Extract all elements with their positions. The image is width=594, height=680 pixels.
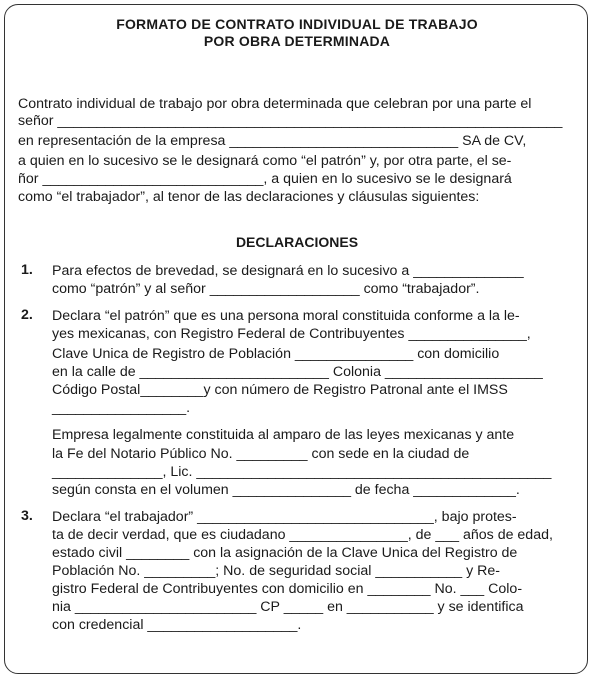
intro-line: ñor ____________________________, a quien en lo sucesivo se le designará: [18, 171, 512, 187]
item-line: Empresa legalmente constituida al amparo de las leyes mexicanas y ante: [52, 427, 515, 443]
intro-line: en representación de la empresa _____________________________ SA de CV,: [18, 133, 527, 149]
item-line: gistro Federal de Contribuyentes con domicilio en ________ No. ___ Colo-: [52, 581, 523, 597]
item-line: Código Postal________y con número de Registro Patronal ante el IMSS: [52, 382, 508, 398]
item-number: 2.: [21, 307, 33, 323]
item-line: como “patrón” y al señor ___________________ como “trabajador”.: [52, 281, 480, 297]
intro-line: señor ________________________________________________________________: [18, 113, 563, 129]
document-title-line-2: POR OBRA DETERMINADA: [203, 33, 391, 49]
item-line: la Fe del Notario Público No. _________ con sede en la ciudad de: [52, 446, 470, 462]
item-line: con credencial ___________________.: [52, 617, 302, 633]
item-line: en la calle de ________________________ Colonia ____________________: [52, 364, 543, 380]
item-line: _________________.: [52, 400, 191, 416]
item-line: estado civil ________ con la asignación de la Clave Unica del Registro de: [52, 545, 518, 561]
item-line: Para efectos de brevedad, se designará en lo sucesivo a ______________: [52, 263, 524, 279]
item-line: ta de decir verdad, que es ciudadano _______________, de ___ años de edad,: [52, 527, 553, 543]
item-number: 3.: [21, 508, 33, 524]
item-line: nia _______________________ CP _____ en ___________ y se identifica: [52, 599, 524, 615]
item-line: Declara “el patrón” que es una persona moral constituida conforme a la le-: [52, 308, 520, 324]
item-line: Clave Unica de Registro de Población _______________ con domicilio: [52, 346, 500, 362]
intro-line: a quien en lo sucesivo se le designará como “el patrón” y, por otra parte, el se-: [18, 153, 512, 169]
item-line: yes mexicanas, con Registro Federal de Contribuyentes _______________,: [52, 326, 531, 342]
item-line: según consta en el volumen _______________ de fecha _____________.: [52, 482, 520, 498]
declaraciones-heading: DECLARACIONES: [235, 234, 359, 250]
item-line: Declara “el trabajador” ______________________________, bajo protes-: [52, 509, 517, 525]
item-number: 1.: [21, 262, 33, 278]
item-line: Población No. _________; No. de seguridad social ___________ y Re-: [52, 563, 501, 579]
document-title-line-1: FORMATO DE CONTRATO INDIVIDUAL DE TRABAJO: [116, 16, 478, 32]
intro-line: Contrato individual de trabajo por obra determinada que celebran por una parte el: [18, 96, 532, 112]
item-line: ______________, Lic. _____________________________________________: [52, 464, 552, 480]
intro-line: como “el trabajador”, al tenor de las declaraciones y cláusulas siguientes:: [18, 189, 480, 205]
